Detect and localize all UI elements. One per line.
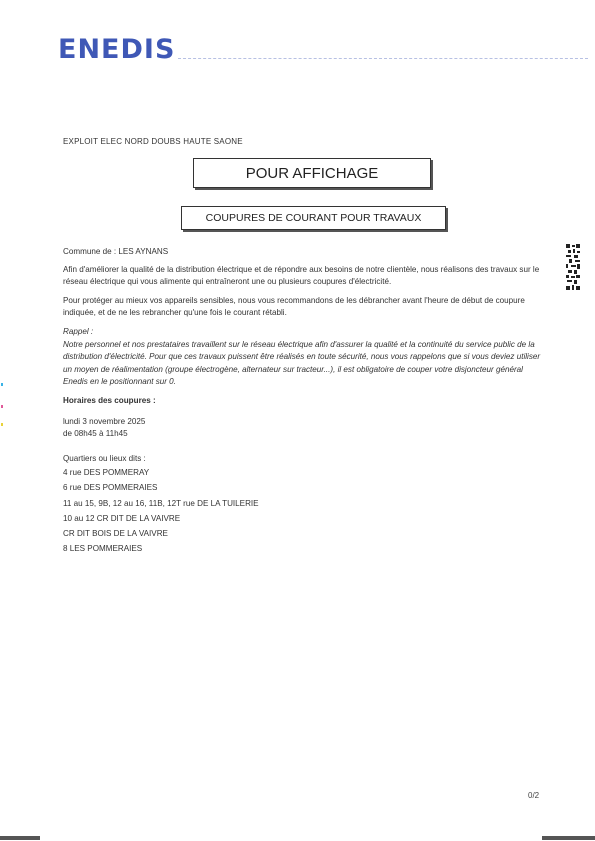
scan-color-dot [1, 405, 3, 408]
enedis-logo: ENEDIS [58, 34, 176, 65]
lieu-item: 11 au 15, 9B, 12 au 16, 11B, 12T rue DE LA TUILERIE [63, 498, 259, 508]
exploit-line: EXPLOIT ELEC NORD DOUBS HAUTE SAONE [63, 137, 243, 146]
paragraph-intro: Afin d'améliorer la qualité de la distribution électrique et de répondre aux besoins de notre clientèle, nous réalisons des travaux sur le réseau électrique qui vous alimente qui entraîneront une ou plusieurs coupures d'électricité. [63, 264, 540, 287]
time-line: de 08h45 à 11h45 [63, 429, 128, 439]
horaires-title: Horaires des coupures : [63, 395, 156, 405]
subtitle-box [181, 206, 446, 230]
lieu-item: 10 au 12 CR DIT DE LA VAIVRE [63, 513, 181, 523]
rappel-title: Rappel : [63, 326, 94, 336]
logo-divider-line [178, 58, 588, 59]
lieu-item: CR DIT BOIS DE LA VAIVRE [63, 528, 168, 538]
subtitle-text: COUPURES DE COURANT POUR TRAVAUX [205, 212, 422, 224]
scan-color-dot [1, 383, 3, 386]
scan-color-dot [1, 423, 3, 426]
scan-edge-mark [542, 836, 595, 840]
commune-line: Commune de : LES AYNANS [63, 247, 169, 256]
lieu-item: 4 rue DES POMMERAY [63, 468, 150, 478]
document-body [63, 246, 541, 558]
paragraph-advice: Pour protéger au mieux vos appareils sensibles, nous vous recommandons de les débrancher avant l'heure de début de coupure indiquée, et de ne les rebrancher qu'une fois le courant rétabli. [63, 295, 525, 318]
lieu-item: 8 LES POMMERAIES [63, 543, 143, 553]
scan-edge-mark [0, 836, 40, 840]
page-number: 0/2 [528, 791, 540, 800]
spacer [63, 441, 541, 453]
rappel-text: Notre personnel et nos prestataires travaillent sur le réseau électrique afin d'assurer la qualité et la continuité du service public de la distribution d'électricité. Pour que ces travaux puissent être réalisés en toute sécurité, nous vous rappelons que si vous deviez utiliser un moyen de réalimentation (groupe électrogène, alternateur sur tracteur...), il est obligatoire de couper votre disjoncteur général Enedis en le positionnant sur 0. [63, 339, 541, 387]
title-text: POUR AFFICHAGE [245, 164, 379, 182]
lieux-title: Quartiers ou lieux dits : [63, 453, 146, 463]
lieu-item: 6 rue DES POMMERAIES [63, 483, 158, 493]
qr-code-icon [566, 244, 580, 290]
title-box [193, 158, 431, 188]
date-line: lundi 3 novembre 2025 [63, 416, 146, 426]
